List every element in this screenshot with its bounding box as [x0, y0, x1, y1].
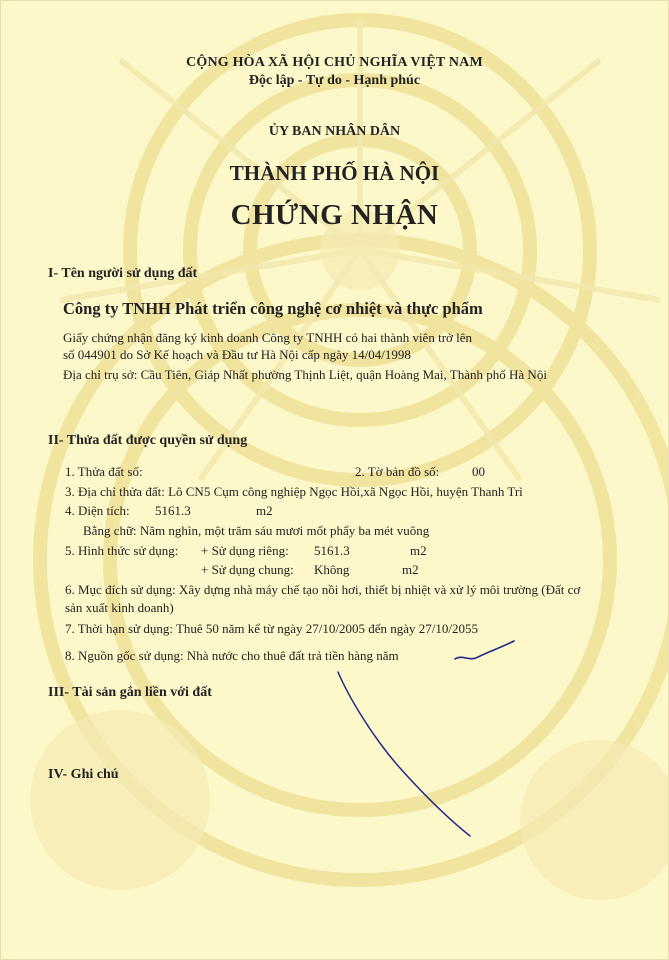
- parcel-address: 3. Địa chỉ thửa đất: Lô CN5 Cụm công nghiệp Ngọc Hồi,xã Ngọc Hồi, huyện Thanh Trì: [65, 484, 523, 499]
- document-title: CHỨNG NHẬN: [230, 199, 439, 231]
- area-value: 5161.3: [155, 503, 191, 518]
- usage-origin: 8. Nguồn gốc sử dụng: Nhà nước cho thuê đất trả tiền hàng năm: [65, 648, 399, 663]
- section-4-heading: IV- Ghi chú: [48, 767, 119, 782]
- shared-use-value: Không: [314, 562, 350, 577]
- land-use-purpose-line-1: 6. Mục đích sử dụng: Xây dựng nhà máy chế tạo nồi hơi, thiết bị nhiệt và xử lý môi trường (Đất cơ: [65, 582, 581, 597]
- shared-use-label: + Sử dụng chung:: [201, 562, 294, 577]
- private-use-label: + Sử dụng riêng:: [201, 543, 289, 558]
- area-unit: m2: [256, 503, 273, 518]
- map-sheet-label: 2. Tờ bản đồ số:: [355, 464, 440, 479]
- section-1-heading: I- Tên người sử dụng đất: [48, 266, 198, 281]
- section-3-heading: III- Tài sản gắn liền với đất: [48, 685, 212, 700]
- usage-form-label: 5. Hình thức sử dụng:: [65, 543, 179, 558]
- nation-heading: CỘNG HÒA XÃ HỘI CHỦ NGHĨA VIỆT NAM: [186, 55, 483, 70]
- motto: Độc lập - Tự do - Hạnh phúc: [248, 73, 421, 88]
- company-name: Công ty TNHH Phát triển công nghệ cơ nhiệt và thực phẩm: [63, 299, 483, 318]
- shared-use-unit: m2: [402, 562, 419, 577]
- private-use-value: 5161.3: [314, 543, 350, 558]
- area-label: 4. Diện tích:: [65, 503, 130, 518]
- usage-term: 7. Thời hạn sử dụng: Thuê 50 năm kể từ ngày 27/10/2005 đến ngày 27/10/2055: [65, 621, 478, 636]
- section-2-heading: II- Thửa đất được quyền sử dụng: [48, 433, 248, 448]
- lot-number-label: 1. Thửa đất số:: [65, 464, 143, 479]
- map-sheet-value: 00: [472, 464, 485, 479]
- land-use-purpose-line-2: sản xuất kinh doanh): [65, 600, 174, 615]
- committee-heading: ỦY BAN NHÂN DÂN: [268, 124, 401, 139]
- city-heading: THÀNH PHỐ HÀ NỘI: [229, 161, 440, 185]
- registration-line-1: Giấy chứng nhận đăng ký kinh doanh Công ty TNHH có hai thành viên trở lên: [63, 330, 473, 345]
- registration-line-2: số 044901 do Sở Kế hoạch và Đầu tư Hà Nội cấp ngày 14/04/1998: [63, 347, 411, 362]
- head-office-address: Địa chỉ trụ sở: Cầu Tiên, Giáp Nhất phường Thịnh Liệt, quận Hoàng Mai, Thành phố Hà Nội: [63, 367, 547, 382]
- private-use-unit: m2: [410, 543, 427, 558]
- area-in-words: Bằng chữ: Năm nghìn, một trăm sáu mươi mốt phẩy ba mét vuông: [83, 523, 430, 538]
